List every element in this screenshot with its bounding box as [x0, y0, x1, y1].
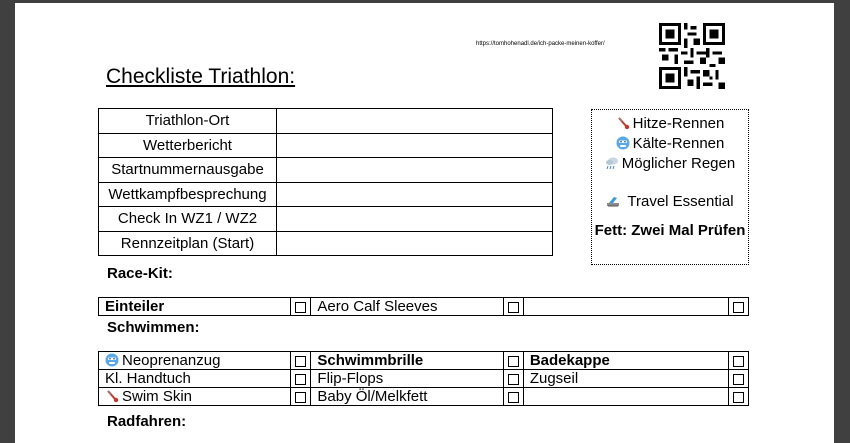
document-page — [15, 3, 834, 443]
item-label — [523, 388, 728, 406]
qr-code — [659, 23, 725, 89]
item-checkbox[interactable] — [728, 388, 748, 406]
table-row — [99, 352, 749, 370]
item-checkbox[interactable] — [728, 298, 748, 316]
item-label — [523, 298, 728, 316]
table-row — [99, 298, 749, 316]
source-url[interactable]: https://tomhohenadl.de/ich-packe-meinen-koffer/ — [476, 41, 605, 47]
item-cell — [99, 352, 291, 370]
info-value-cell[interactable] — [277, 133, 553, 158]
item-checkbox[interactable] — [291, 370, 311, 388]
info-value-cell[interactable] — [277, 109, 553, 134]
item-checkbox[interactable] — [503, 352, 523, 370]
legend-hot — [592, 114, 748, 134]
legend-cold-label: Kälte-Rennen — [632, 135, 725, 152]
table-row — [99, 158, 553, 183]
info-label: Rennzeitplan (Start) — [99, 231, 277, 256]
item-checkbox[interactable] — [291, 352, 311, 370]
thermometer-icon — [105, 389, 119, 403]
info-value-cell[interactable] — [277, 158, 553, 183]
legend-rain-label: Möglicher Regen — [621, 155, 736, 172]
info-label: Wetterbericht — [99, 133, 277, 158]
info-label: Startnummernausgabe — [99, 158, 277, 183]
item-checkbox[interactable] — [503, 388, 523, 406]
table-row — [99, 109, 553, 134]
table-row — [99, 207, 553, 232]
table-row — [99, 231, 553, 256]
race-kit-table — [98, 297, 749, 316]
item-label: Zugseil — [523, 370, 728, 388]
info-label: Wettkampfbesprechung — [99, 182, 277, 207]
info-value-cell[interactable] — [277, 231, 553, 256]
item-checkbox[interactable] — [503, 370, 523, 388]
page-title: Checkliste Triathlon: — [106, 65, 296, 88]
item-checkbox[interactable] — [728, 352, 748, 370]
item-label: Badekappe — [523, 352, 728, 370]
item-label: Swim Skin — [122, 388, 193, 405]
section-title-race-kit: Race-Kit: — [107, 265, 173, 282]
cold-face-icon — [105, 353, 119, 367]
legend-bold-note: Fett: Zwei Mal Prüfen — [594, 222, 746, 239]
item-cell — [99, 388, 291, 406]
legend-rain — [592, 154, 748, 174]
table-row — [99, 388, 749, 406]
rain-cloud-icon — [605, 156, 619, 170]
item-checkbox[interactable] — [503, 298, 523, 316]
legend-cold — [592, 134, 748, 154]
item-checkbox[interactable] — [728, 370, 748, 388]
thermometer-icon — [616, 116, 630, 130]
item-label: Flip-Flops — [311, 370, 503, 388]
legend-travel-label: Travel Essential — [627, 193, 734, 210]
section-title-bike: Radfahren: — [107, 413, 187, 430]
legend-travel — [592, 192, 748, 212]
table-row — [99, 133, 553, 158]
info-label: Triathlon-Ort — [99, 109, 277, 134]
item-checkbox[interactable] — [291, 298, 311, 316]
item-label: Baby Öl/Melkfett — [311, 388, 503, 406]
info-value-cell[interactable] — [277, 207, 553, 232]
item-label: Einteiler — [99, 298, 291, 316]
info-label: Check In WZ1 / WZ2 — [99, 207, 277, 232]
legend-box — [591, 109, 749, 265]
info-value-cell[interactable] — [277, 182, 553, 207]
section-title-swim: Schwimmen: — [107, 319, 200, 336]
table-row — [99, 370, 749, 388]
travel-icon — [606, 194, 620, 208]
item-label: Aero Calf Sleeves — [311, 298, 503, 316]
info-table — [98, 108, 553, 256]
table-row — [99, 182, 553, 207]
item-checkbox[interactable] — [291, 388, 311, 406]
item-label: Schwimmbrille — [311, 352, 503, 370]
legend-hot-label: Hitze-Rennen — [632, 115, 725, 132]
item-label: Kl. Handtuch — [99, 370, 291, 388]
swim-table — [98, 351, 749, 406]
item-label: Neoprenanzug — [122, 352, 221, 369]
cold-face-icon — [616, 136, 630, 150]
